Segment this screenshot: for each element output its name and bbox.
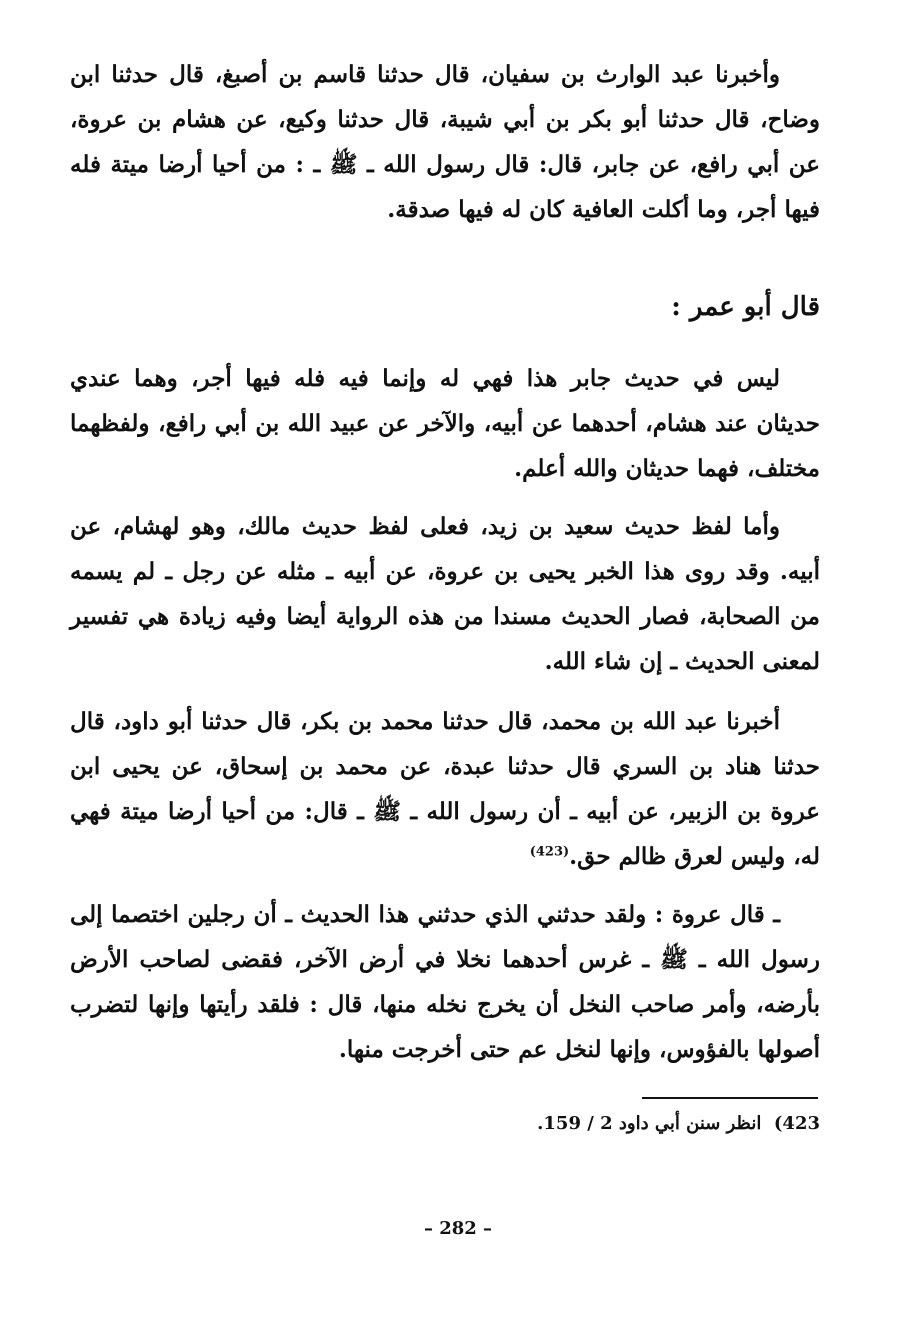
paragraph-commentary bbox=[70, 356, 820, 491]
section-heading: قال أبو عمر : bbox=[671, 292, 820, 322]
paragraph-urwa-story bbox=[70, 892, 820, 1072]
footnote-number: 423) bbox=[773, 1113, 820, 1134]
footnote-reference: (423) bbox=[529, 844, 570, 860]
footnote-separator bbox=[642, 1097, 818, 1099]
paragraph-said-ibn-zayd bbox=[70, 504, 820, 684]
paragraph-text: ـ قال عروة : ولقد حدثني الذي حدثني هذا الحديث ـ أن رجلين اختصما إلى رسول الله ـ ﷺ ـ غرس أحدهما نخلا في أرض الآخر، فقضى لصاحب الأرض بأرضه، وأمر صاحب النخل أن يخرج نخله منها، قال : فلقد رأيتها وإنها لتضرب أصولها بالفؤوس، وإنها لنخل عم حتى أخرجت منها. bbox=[70, 901, 820, 1063]
paragraph-text: وأخبرنا عبد الوارث بن سفيان، قال حدثنا قاسم بن أصبغ، قال حدثنا ابن وضاح، قال حدثنا أبو بكر بن أبي شيبة، قال حدثنا وكيع، عن هشام بن عروة، عن أبي رافع، عن جابر، قال: قال رسول الله ـ ﷺ ـ : من أحيا أرضا ميتة فله فيها أجر، وما أكلت العافية كان له فيها صدقة. bbox=[70, 61, 820, 223]
paragraph-hadith-jabir bbox=[70, 52, 820, 232]
paragraph-text: أخبرنا عبد الله بن محمد، قال حدثنا محمد بن بكر، قال حدثنا أبو داود، قال حدثنا هناد بن السري قال حدثنا عبدة، عن محمد بن إسحاق، عن يحيى ابن عروة بن الزبير، عن أبيه ـ أن رسول الله ـ ﷺ ـ قال: من أحيا أرضا ميتة فهي له، وليس لعرق ظالم حق. bbox=[70, 708, 820, 870]
paragraph-text: ليس في حديث جابر هذا فهي له وإنما فيه فله فيها أجر، وهما عندي حديثان عند هشام، أحدهما عن أبيه، والآخر عن عبيد الله بن أبي رافع، ولفظهما مختلف، فهما حديثان والله أعلم. bbox=[70, 365, 820, 482]
paragraph-text: وأما لفظ حديث سعيد بن زيد، فعلى لفظ حديث مالك، وهو لهشام، عن أبيه. وقد روى هذا الخبر يحيى بن عروة، عن أبيه ـ مثله عن رجل ـ لم يسمه من الصحابة، فصار الحديث مسندا من هذه الرواية أيضا وفيه زيادة هي تفسير لمعنى الحديث ـ إن شاء الله. bbox=[70, 513, 820, 675]
page-number: – 282 – bbox=[423, 1218, 493, 1239]
footnote bbox=[537, 1110, 820, 1138]
footnote-text: انظر سنن أبي داود 2 / 159. bbox=[537, 1113, 762, 1134]
paragraph-abu-dawud-chain bbox=[70, 699, 820, 879]
